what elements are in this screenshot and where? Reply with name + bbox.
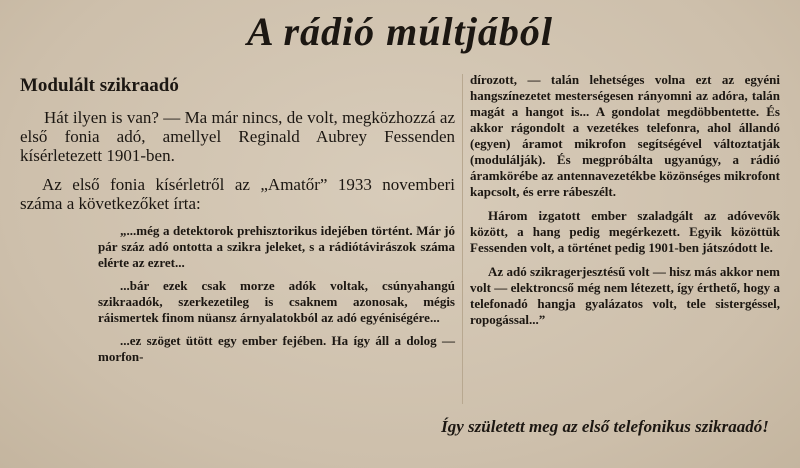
left-column (20, 108, 455, 372)
article-title: A rádió múltjából (247, 9, 553, 54)
column-divider (462, 74, 463, 404)
right-column (470, 72, 780, 336)
quote-paragraph: ...ez szöget ütött egy ember fejében. Ha így áll a dolog — morfon- (98, 333, 455, 364)
body-paragraph: Az adó szikragerjesztésű volt — hisz más akkor nem volt — elektroncső még nem létezett, így érthető, hogy a telefonadó hangja gyalázatos volt, tele sistergéssel, ropogással...” (470, 264, 780, 327)
intro-paragraph: Hát ilyen is van? — Ma már nincs, de volt, megközhozzá az első fonia adó, amellyel Reginald Aubrey Fessenden kísérletezett 1901-ben. (20, 108, 455, 165)
quote-paragraph: „...még a detektorok prehisztorikus idejében történt. Már jó pár száz adó ontotta a szikra jeleket, s a rádiótávirászok száma elérte az ezret... (98, 223, 455, 270)
article-subheading: Modulált szikraadó (20, 75, 179, 96)
source-paragraph: Az első fonia kísérletről az „Amatőr” 1933 novemberi száma a következőket írta: (20, 175, 455, 213)
continued-paragraph: dírozott, — talán lehetséges volna ezt az egyéni hangszínezetet mesterségesen rányomni az adóra, talán magát a hangot is... A gondolat megdöbbentette. És akkor rágondolt a vezetékes telefonra, ahol állandó (egyen) áramot mikrofon segítségével változtatják (modulálják). És megpróbálta ugyanúgy, a rádió áramkörébe az antennavezetékbe közönséges mikrofont kapcsolt, és erre rábeszélt. (470, 72, 780, 199)
closing-line: Így született meg az első telefonikus szikraadó! (441, 417, 769, 436)
quote-paragraph: ...bár ezek csak morze adók voltak, csúnyahangú szikraadók, szerkezetileg is csaknem azonosak, mégis ráismertek finom nüansz árnyalatokból az adó egyéniségére... (98, 278, 455, 325)
body-paragraph: Három izgatott ember szaladgált az adóvevők között, a hang pedig megérkezett. Egyik közöttük Fessenden volt, a történet pedig 1901-ben játszódott le. (470, 208, 780, 255)
